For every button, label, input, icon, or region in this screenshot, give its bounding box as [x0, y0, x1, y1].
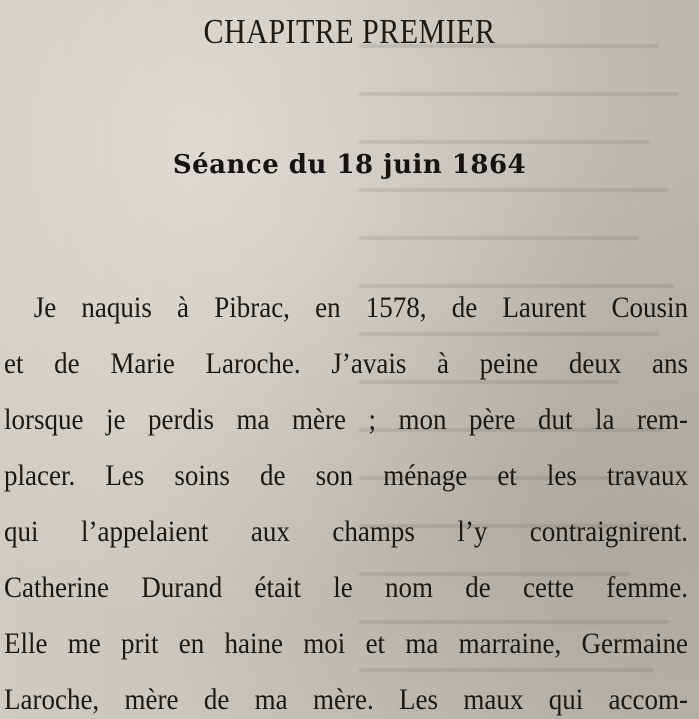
- paragraph-line: placer. Les soins de son ménage et les travaux: [4, 459, 688, 492]
- paragraph-line: Elle me prit en haine moi et ma marraine, Germaine: [4, 627, 688, 660]
- paragraph-line: et de Marie Laroche. J’avais à peine deux ans: [4, 347, 688, 380]
- session-title: Séance du 18 juin 1864: [172, 150, 527, 180]
- paragraph-line: Laroche, mère de ma mère. Les maux qui accom-: [4, 683, 688, 716]
- paragraph-line: Catherine Durand était le nom de cette femme.: [4, 571, 688, 604]
- paragraph: [4, 280, 688, 719]
- chapter-title: CHAPITRE PREMIER: [203, 12, 496, 51]
- paragraph-line: qui l’appelaient aux champs l’y contraignirent.: [4, 515, 688, 548]
- paragraph-line: lorsque je perdis ma mère ; mon père dut la rem-: [4, 403, 688, 436]
- paragraph-line: Je naquis à Pibrac, en 1578, de Laurent Cousin: [33, 291, 688, 324]
